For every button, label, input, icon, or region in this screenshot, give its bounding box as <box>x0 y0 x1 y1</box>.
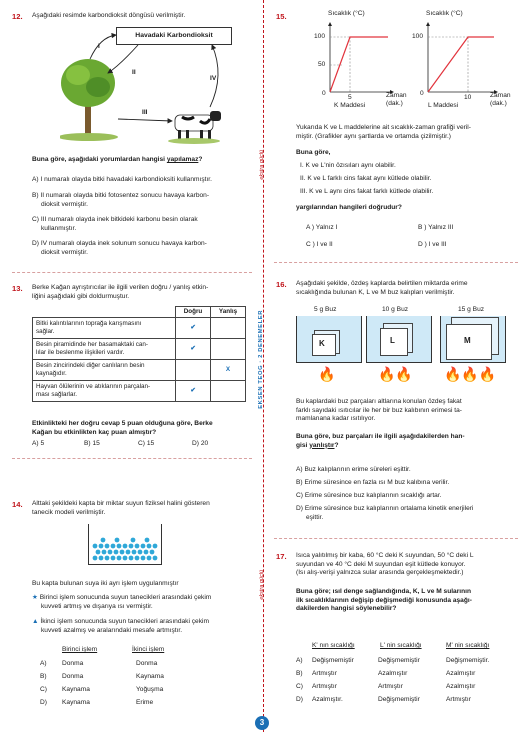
arrow-iii <box>118 119 172 121</box>
q16-option-d[interactable]: D) Erime süresince buz kalıplarının ortalama kinetik enerjileri eşittir. <box>296 505 474 521</box>
q16-question: Buna göre, buz parçaları ile ilgili aşağıdakilerden han- gisi yanlıştır? <box>296 433 465 449</box>
q13-option-b[interactable]: B) 15 <box>84 440 100 447</box>
q13-table <box>32 306 246 402</box>
q16-option-c[interactable]: C) Erime süresince buz kalıplarının sıcaklığı artar. <box>296 492 442 499</box>
q15-lead: Buna göre, <box>296 149 331 156</box>
q16-container-m <box>440 306 510 388</box>
arrow-i <box>90 35 116 59</box>
q15-statement-1: I. K ve L'nin özısıları aynı olabilir. <box>300 162 396 169</box>
q17-col-l: L' nin sıcaklığı <box>380 642 422 649</box>
q13-option-a[interactable]: A) 5 <box>32 440 45 447</box>
q14-stem: Bu kapta bulunan suya iki ayrı işlem uygulanmıştır <box>32 580 179 587</box>
q14-process-2: ▲ İkinci işlem sonucunda suyun tanecikleri arasındaki çekim kuvveti azalmış ve aralarındaki mesafe artmıştır. <box>32 618 209 634</box>
q15-option-b[interactable]: B ) Yalnız III <box>418 224 454 231</box>
q17-question: Buna göre; ısıl denge sağlandığında, K, L ve M sularının ilk sıcaklıklarının değişip değişmediği konusunda aşağı- dakilerden hangisi söylenebilir? <box>296 588 472 613</box>
graph-l: Sıcaklık (°C) 100 0 10 Zaman (dak.) L Maddesi <box>400 10 520 110</box>
graph-l-ylabel: Sıcaklık (°C) <box>426 10 463 17</box>
q15-option-c[interactable]: C ) I ve II <box>306 241 333 248</box>
q12-intro: Aşağıdaki resimde karbondioksit döngüsü verilmiştir. <box>32 12 186 19</box>
check-icon: ✔ <box>176 338 211 359</box>
check-icon: ✔ <box>176 380 211 401</box>
q13-option-c[interactable]: C) 15 <box>138 440 155 447</box>
side-series-label: EKSEN TEOG · 2 DENEMELER <box>258 310 264 409</box>
mass-label-l: 10 g Buz <box>382 306 409 313</box>
q13-intro: Berke Kağan ayrıştırıcılar ile ilgili verilen doğru / yanlış etkin- liğini aşağıdaki gibi doldurmuştur. <box>32 284 209 300</box>
arrow-label-ii: II <box>132 69 136 76</box>
graph-l-name: L Maddesi <box>428 102 459 109</box>
q14-intro: Alttaki şekildeki kapta bir miktar suyun fiziksel halini gösteren tanecik modeli verilmiştir. <box>32 500 210 516</box>
header-dogru: Doğru <box>176 307 211 318</box>
table-row: Besin zincirindeki diğer canlıların besin kaynağıdır. X <box>33 359 246 380</box>
arrow-label-iii: III <box>142 109 148 116</box>
q16-option-b[interactable]: B) Erime süresince en fazla ısı M buz kalıbına verilir. <box>296 479 450 486</box>
q14-number: 14. <box>12 500 23 509</box>
q12-question: Buna göre, aşağıdaki yorumlardan hangisi yapılamaz? <box>32 156 203 163</box>
graph-l-line <box>428 37 494 92</box>
q14-process-1: ★ Birinci işlem sonucunda suyun tanecikleri arasındaki çekim kuvveti artmış ve dışarıya ısı vermiştir. <box>32 594 212 610</box>
q13-option-d[interactable]: D) 20 <box>192 440 209 447</box>
header-yanlis: Yanlış <box>211 307 246 318</box>
fire-icon: 🔥 <box>318 366 336 382</box>
graph-k-line <box>330 37 388 92</box>
q12-option-d[interactable]: D) IV numaralı olayda inek solunum sonucu havaya karbon- dioksit vermiştir. <box>32 240 207 256</box>
q15-statement-3: III. K ve L aynı cins fakat farklı kütlede olabilir. <box>300 188 434 195</box>
water-particles-svg <box>89 524 161 564</box>
arrow-label-iv: IV <box>210 75 217 82</box>
q15-question: yargılarından hangileri doğrudur? <box>296 204 402 211</box>
q16-intro: Aşağıdaki şekilde, özdeş kaplarda belirtilen miktarda erime sıcaklığında bulunan K, L ve M buz kalıpları verilmiştir. <box>296 280 468 296</box>
q12-option-c[interactable]: C) III numaralı olayda inek bitkideki karbonu besin olarak kullanmıştır. <box>32 216 198 232</box>
q13-number: 13. <box>12 284 23 293</box>
triangle-icon: ▲ <box>32 618 39 625</box>
x-icon: X <box>211 359 246 380</box>
q12-diagram <box>60 25 250 150</box>
separator <box>274 262 518 263</box>
q16-container-k <box>296 306 362 388</box>
q17-col-m: M' nin sıcaklığı <box>446 642 490 649</box>
q12-number: 12. <box>12 12 23 21</box>
star-icon: ★ <box>32 594 38 601</box>
ice-label-m: M <box>464 336 471 345</box>
cow-head <box>210 111 221 121</box>
particle-container <box>88 524 162 565</box>
graph-k-ylabel: Sıcaklık (°C) <box>328 10 365 17</box>
page-number-badge: 3 <box>255 716 269 730</box>
q16-paragraph: Bu kaplardaki buz parçaları altlarına konulan özdeş fakat farklı sayıdaki ısıtıcılar ile her bir buz kalıbının erimesi ta- mamlanana kadar ısıtılıyor. <box>296 398 463 423</box>
mass-label-k: 5 g Buz <box>314 306 337 313</box>
q13-question: Etkinlikteki her doğru cevap 5 puan olduğuna göre, Berke Kağan bu etkinlikten kaç puan almıştır? <box>32 420 213 436</box>
fire-icon: 🔥🔥🔥 <box>444 366 497 382</box>
q17-number: 17. <box>276 552 287 561</box>
q15-intro: Yukarıda K ve L maddelerine ait sıcaklık-zaman grafiği veril- miştir. (Grafikler aynı şartlarda ve ortamda çizilmiştir.) <box>296 124 471 140</box>
q17-paragraph: Isıca yalıtılmış bir kaba, 60 °C deki K suyundan, 50 °C deki L suyundan ve 40 °C deki M suyundan eşit kütlede konuyor. (Isı alış-verişi yalnızca sular arasında gerçekleşmektedir.) <box>296 552 474 577</box>
ice-label-l: L <box>390 336 395 345</box>
q16-option-a[interactable]: A) Buz kalıplarının erime süreleri eşittir. <box>296 466 411 473</box>
q12-cycle-svg <box>60 25 250 150</box>
q15-number: 15. <box>276 12 287 21</box>
q15-statement-2: II. K ve L farklı cins fakat aynı kütlede olabilir. <box>300 175 432 182</box>
q16-number: 16. <box>276 280 287 289</box>
check-icon: ✔ <box>176 317 211 338</box>
q14-col-ikinci: İkinci işlem <box>132 646 165 653</box>
q16-container-l <box>366 306 432 388</box>
table-row: Besin piramidinde her basamaktaki can- lılar ile beslenme ilişkileri vardır. ✔ <box>33 338 246 359</box>
separator <box>274 538 518 539</box>
mass-label-m: 15 g Buz <box>458 306 485 313</box>
side-brand-top: ekstra güçlü <box>259 150 265 180</box>
q15-option-d[interactable]: D ) I ve III <box>418 241 447 248</box>
q12-option-a[interactable]: A) I numaralı olayda bitki havadaki karbondioksiti kullanmıştır. <box>32 176 212 183</box>
table-row: Bitki kalıntılarının toprağa karışmasını sağlar. ✔ <box>33 317 246 338</box>
table-row: Hayvan ölülerinin ve atıklarının parçalan- ması sağlarlar. ✔ <box>33 380 246 401</box>
carbon-dioxide-box: Havadaki Karbondioksit <box>116 27 232 45</box>
side-brand-bottom: ekstra güçlü <box>259 570 265 600</box>
graph-k-name: K Maddesi <box>334 102 366 109</box>
graph-k: Sıcaklık (°C) 100 50 0 5 Zaman (dak.) K Maddesi <box>300 10 410 110</box>
fire-icon: 🔥🔥 <box>378 366 413 382</box>
separator <box>12 272 252 273</box>
separator <box>12 458 252 459</box>
ice-label-k: K <box>319 339 325 348</box>
q17-col-k: K' nın sıcaklığı <box>312 642 355 649</box>
arrow-label-i: I <box>98 43 100 50</box>
q14-col-birinci: Birinci işlem <box>62 646 98 653</box>
q15-option-a[interactable]: A ) Yalnız I <box>306 224 338 231</box>
q12-option-b[interactable]: B) II numaralı olayda bitki fotosentez sonucu havaya karbon- dioksit vermiştir. <box>32 192 210 208</box>
